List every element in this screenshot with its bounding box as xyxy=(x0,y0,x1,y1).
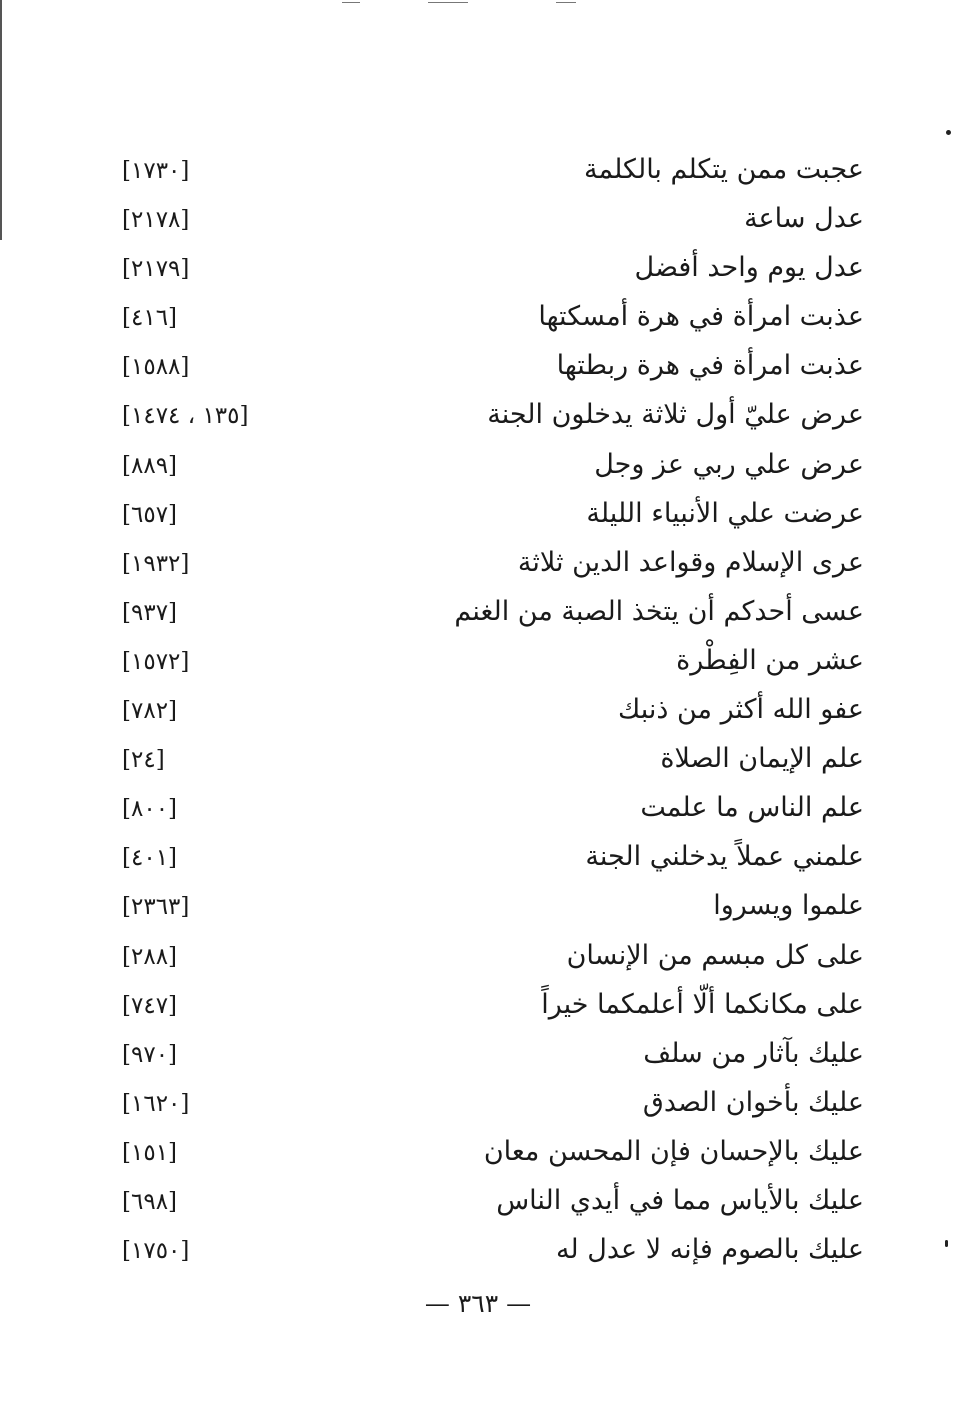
entry-text: عدل ساعة xyxy=(744,203,864,235)
entry-text: على مكانكما ألّا أعلمكما خيراً xyxy=(541,988,864,1020)
index-entry xyxy=(0,244,956,293)
entry-text: عذبت امرأة في هرة أمسكتها xyxy=(538,301,864,333)
index-entry xyxy=(0,1177,956,1226)
index-entry xyxy=(0,833,956,882)
index-entry xyxy=(0,637,956,686)
entry-text: عجبت ممن يتكلم بالكلمة xyxy=(584,154,864,185)
entry-reference: [١٧٥٠] xyxy=(122,1238,190,1265)
entry-text: على كل مبسم من الإنسان xyxy=(566,939,864,971)
entry-reference: [٩٧٠] xyxy=(122,1041,178,1068)
index-entry xyxy=(0,784,956,833)
top-scan-mark xyxy=(556,2,576,3)
entry-text: علمني عملاً يدخلني الجنة xyxy=(585,841,864,873)
entry-text: علم الناس ما علمت xyxy=(640,792,864,824)
entry-reference: [٤١٦] xyxy=(122,305,178,332)
index-entry xyxy=(0,539,956,588)
entry-text: عذبت امرأة في هرة ربطتها xyxy=(556,350,864,382)
top-scan-mark xyxy=(428,2,468,3)
index-entry xyxy=(0,735,956,784)
index-entry xyxy=(0,1226,956,1275)
index-entry xyxy=(0,293,956,342)
entry-reference: [١٩٣٢] xyxy=(122,550,190,577)
index-entry xyxy=(0,932,956,981)
entry-reference: [٨٨٩] xyxy=(122,452,178,479)
index-entry xyxy=(0,195,956,244)
entry-text: عسى أحدكم أن يتخذ الصبة من الغنم xyxy=(454,595,864,627)
entry-text: علموا ويسروا xyxy=(713,890,864,922)
entry-reference: [٤٠١] xyxy=(122,845,178,872)
entry-text: عليك بآثار من سلف xyxy=(643,1037,864,1069)
entry-reference: [٨٠٠] xyxy=(122,796,178,823)
entry-reference: [١٥٨٨] xyxy=(122,354,190,381)
index-entry xyxy=(0,1079,956,1128)
entry-reference: [٧٨٢] xyxy=(122,698,178,725)
entry-text: عرض علي ربي عز وجل xyxy=(594,448,864,480)
entry-reference: [٢١٧٨] xyxy=(122,207,190,234)
entry-reference: [١٥٧٢] xyxy=(122,648,190,675)
entry-reference: [١٧٣٠] xyxy=(122,158,190,184)
index-entry xyxy=(0,588,956,637)
entry-text: علم الإيمان الصلاة xyxy=(660,743,864,775)
entry-reference: [١٦٢٠] xyxy=(122,1090,190,1117)
entry-reference: [٧٤٧] xyxy=(122,992,178,1019)
top-scan-mark xyxy=(342,2,360,3)
entry-reference: [٩٣٧] xyxy=(122,599,178,626)
page-number: — ٣٦٣ — xyxy=(424,1289,532,1318)
entry-text: عليك بالصوم فإنه لا عدل له xyxy=(555,1234,864,1266)
entry-reference: [٢٨٨] xyxy=(122,943,178,970)
entry-text: عرض عليّ أول ثلاثة يدخلون الجنة xyxy=(487,399,864,431)
index-entry xyxy=(0,882,956,931)
entry-text: عليك بأخوان الصدق xyxy=(642,1086,864,1118)
entry-text: عفو الله أكثر من ذنبك xyxy=(617,694,864,726)
entry-reference: [٦٩٨] xyxy=(122,1188,178,1215)
index-entry xyxy=(0,391,956,440)
entry-text: عرضت علي الأنبياء الليلة xyxy=(586,497,864,529)
index-entry xyxy=(0,1128,956,1177)
index-list xyxy=(0,146,956,1275)
index-entry xyxy=(0,342,956,391)
index-entry xyxy=(0,686,956,735)
entry-reference: [٢١٧٩] xyxy=(122,256,190,283)
entry-reference: [١٥١] xyxy=(122,1139,178,1166)
margin-dot xyxy=(946,130,951,135)
entry-reference: [٢٣٦٣] xyxy=(122,894,190,921)
index-entry xyxy=(0,1030,956,1079)
index-entry xyxy=(0,146,956,195)
entry-text: عرى الإسلام وقواعد الدين ثلاثة xyxy=(517,546,864,578)
entry-text: عشر من الفِطْرة xyxy=(676,644,864,676)
index-entry xyxy=(0,490,956,539)
entry-reference: [٢٤] xyxy=(122,747,165,774)
entry-text: عدل يوم واحد أفضل xyxy=(634,252,864,284)
index-entry xyxy=(0,981,956,1030)
entry-text: عليك بالإحسان فإن المحسن معان xyxy=(483,1135,864,1167)
entry-reference: [١٣٥ ، ١٤٧٤] xyxy=(122,403,249,430)
index-entry xyxy=(0,441,956,490)
entry-text: عليك بالأياس مما في أيدي الناس xyxy=(496,1184,864,1216)
entry-reference: [٦٥٧] xyxy=(122,501,178,528)
